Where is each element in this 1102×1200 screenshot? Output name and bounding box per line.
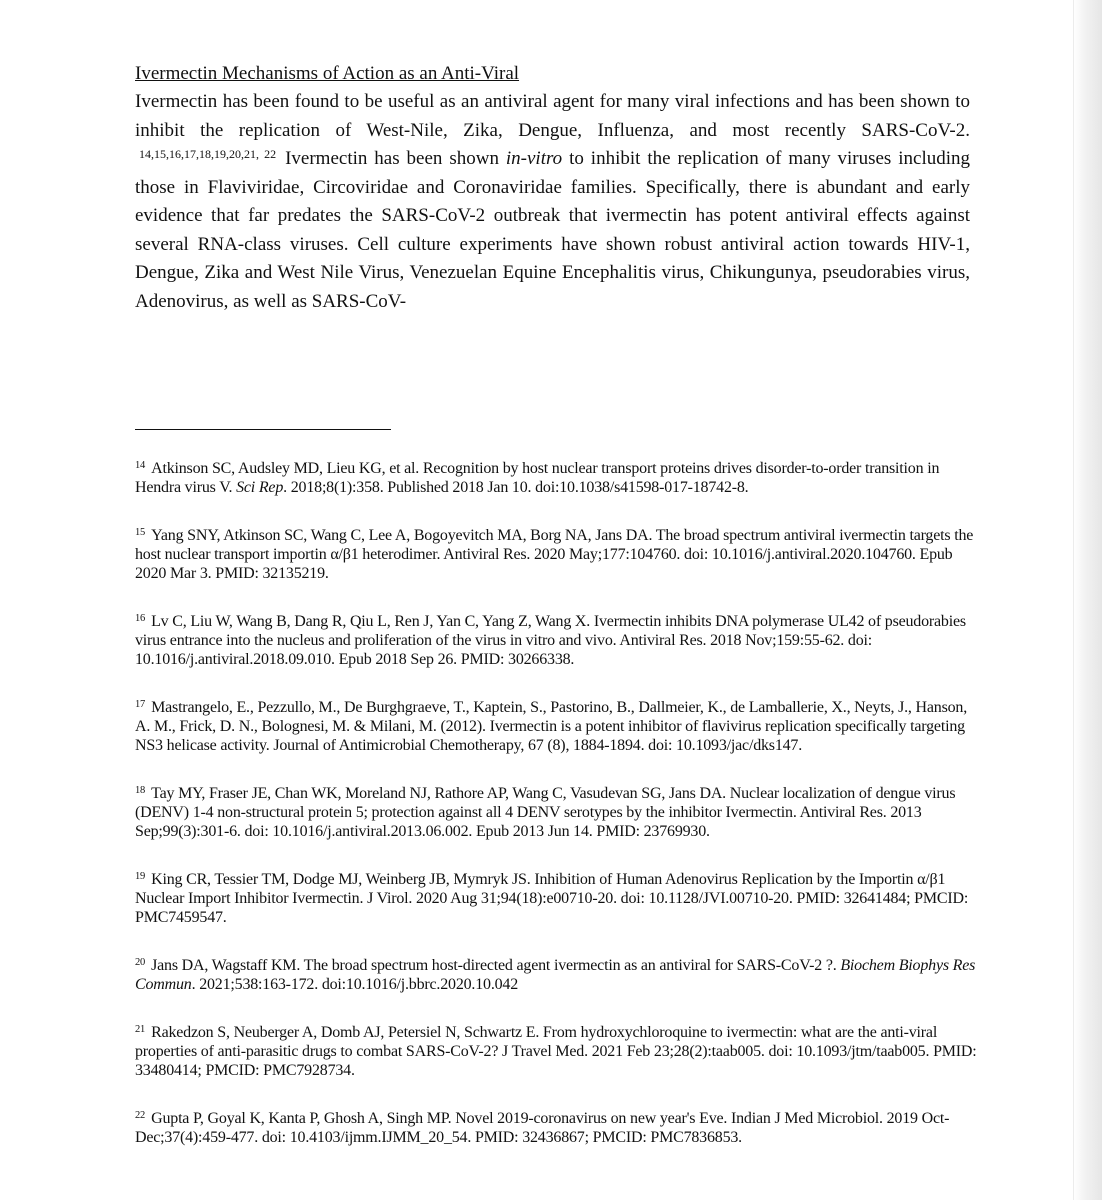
footnote-text-post: . 2018;8(1):358. Published 2018 Jan 10. doi:10.1038/s41598-017-18742-8. <box>283 479 749 496</box>
paragraph-part-2: Ivermectin has been shown <box>285 148 499 169</box>
footnote <box>135 612 980 669</box>
main-content <box>135 60 970 316</box>
footnote <box>135 870 980 927</box>
footnote-text: Jans DA, Wagstaff KM. The broad spectrum host-directed agent ivermectin as an antiviral for SARS-CoV-2 ?. <box>151 957 837 974</box>
footnote-number: 16 <box>135 613 146 624</box>
footnote-number: 22 <box>135 1110 146 1121</box>
footnote <box>135 784 980 841</box>
footnote <box>135 459 980 497</box>
footnote-text: Mastrangelo, E., Pezzullo, M., De Burghgraeve, T., Kaptein, S., Pastorino, B., Dallmeier, K., de Lamballerie, X., Neyts, J., Hanson, A. M., Frick, D. N., Bolognesi, M. & Milani, M. (2012). Ivermectin is a potent inhibitor of flavivirus replication specifically targeting NS3 helicase activity. Journal of Antimicrobial Chemotherapy, 67 (8), 1884-1894. doi: 10.1093/jac/dks147. <box>135 699 968 754</box>
footnote-text: Atkinson SC, Audsley MD, Lieu KG, et al. Recognition by host nuclear transport proteins drives disorder-to-order transition in Hendra virus V. <box>135 460 940 496</box>
paragraph-part-1: Ivermectin has been found to be useful as an antiviral agent for many viral infections and has been shown to inhibit the replication of West-Nile, Zika, Dengue, Influenza, and most recently SARS-CoV-2. <box>135 91 970 141</box>
footnote-number: 14 <box>135 460 146 471</box>
footnote-journal: Biochem Biophys Res Commun <box>135 957 976 993</box>
footnote-number: 17 <box>135 699 146 710</box>
footnote-journal: Sci Rep <box>236 479 284 496</box>
footnote-text-post: . 2021;538:163-172. doi:10.1016/j.bbrc.2020.10.042 <box>191 976 519 993</box>
footnote-number: 18 <box>135 785 146 796</box>
page-edge-shadow <box>1073 0 1102 1200</box>
footnote-number: 19 <box>135 871 146 882</box>
footnotes-list <box>135 459 980 1176</box>
footnote-number: 20 <box>135 957 146 968</box>
footnote-number: 21 <box>135 1024 146 1035</box>
footnote <box>135 698 980 755</box>
footnote-separator <box>135 429 391 430</box>
footnote-text: Gupta P, Goyal K, Kanta P, Ghosh A, Singh MP. Novel 2019-coronavirus on new year's Eve. Indian J Med Microbiol. 2019 Oct-Dec;37(4):459-477. doi: 10.4103/ijmm.IJMM_20_54. PMID: 32436867; PMCID: PMC7836853. <box>135 1110 950 1146</box>
body-paragraph <box>135 88 970 316</box>
footnote-text: Lv C, Liu W, Wang B, Dang R, Qiu L, Ren J, Yan C, Yang Z, Wang X. Ivermectin inhibits DNA polymerase UL42 of pseudorabies virus entrance into the nucleus and proliferation of the virus in vitro and vivo. Antiviral Res. 2018 Nov;159:55-62. doi: 10.1016/j.antiviral.2018.09.010. Epub 2018 Sep 26. PMID: 30266338. <box>135 613 966 668</box>
section-heading: Ivermectin Mechanisms of Action as an Anti-Viral <box>135 63 520 84</box>
citation-refs: 14,15,16,17,18,19,20,21, 22 <box>139 147 277 161</box>
footnote-text: Rakedzon S, Neuberger A, Domb AJ, Petersiel N, Schwartz E. From hydroxychloroquine to ivermectin: what are the anti-viral properties of anti-parasitic drugs to combat SARS-CoV-2? J Travel Med. 2021 Feb 23;28(2):taab005. doi: 10.1093/jtm/taab005. PMID: 33480414; PMCID: PMC7928734. <box>135 1024 977 1079</box>
footnote-text: Tay MY, Fraser JE, Chan WK, Moreland NJ, Rathore AP, Wang C, Vasudevan SG, Jans DA. Nuclear localization of dengue virus (DENV) 1-4 non-structural protein 5; protection against all 4 DENV serotypes by the inhibitor Ivermectin. Antiviral Res. 2013 Sep;99(3):301-6. doi: 10.1016/j.antiviral.2013.06.002. Epub 2013 Jun 14. PMID: 23769930. <box>135 785 956 840</box>
footnote <box>135 526 980 583</box>
footnote <box>135 1023 980 1080</box>
footnote-text: King CR, Tessier TM, Dodge MJ, Weinberg JB, Mymryk JS. Inhibition of Human Adenovirus Replication by the Importin α/β1 Nuclear Import Inhibitor Ivermectin. J Virol. 2020 Aug 31;94(18):e00710-20. doi: 10.1128/JVI.00710-20. PMID: 32641484; PMCID: PMC7459547. <box>135 871 969 926</box>
paragraph-part-3: to inhibit the replication of many viruses including those in Flaviviridae, Circoviridae and Coronaviridae families. Specifically, there is abundant and early evidence that far predates the SARS-CoV-2 outbreak that ivermectin has potent antiviral effects against several RNA-class viruses. Cell culture experiments have shown robust antiviral action towards HIV-1, Dengue, Zika and West Nile Virus, Venezuelan Equine Encephalitis virus, Chikungunya, pseudorabies virus, Adenovirus, as well as SARS-CoV- <box>135 148 971 312</box>
footnote-number: 15 <box>135 527 146 538</box>
footnote <box>135 956 980 994</box>
footnote <box>135 1109 980 1147</box>
footnote-text: Yang SNY, Atkinson SC, Wang C, Lee A, Bogoyevitch MA, Borg NA, Jans DA. The broad spectrum antiviral ivermectin targets the host nuclear transport importin α/β1 heterodimer. Antiviral Res. 2020 May;177:104760. doi: 10.1016/j.antiviral.2020.104760. Epub 2020 Mar 3. PMID: 32135219. <box>135 527 974 582</box>
paragraph-italic: in-vitro <box>505 148 563 169</box>
